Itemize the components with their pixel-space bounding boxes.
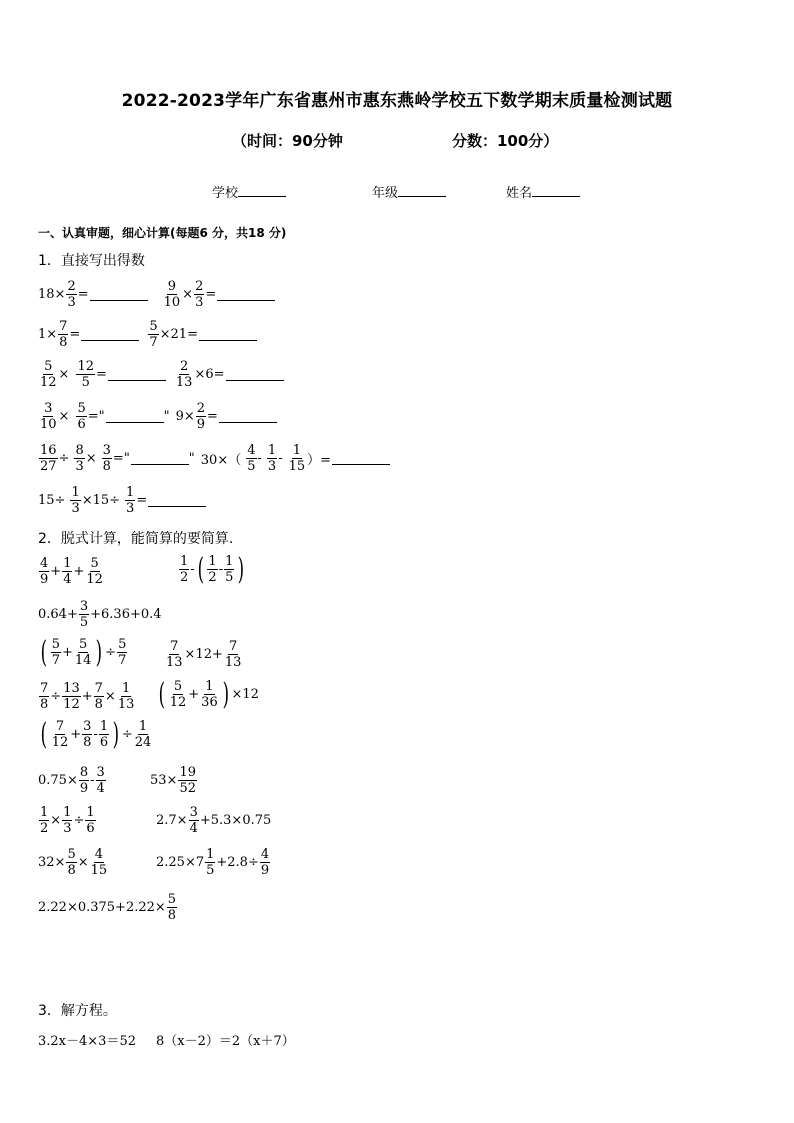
q2-expr-9: 0.75× $\frac{8}{9}$ - $\frac{3}{4}$ (38, 765, 105, 796)
fraction: $\frac{2}{3}$ (67, 279, 76, 310)
equation-2: 8（x－2）＝2（x＋7） (155, 1034, 295, 1049)
q2-expr-5: $\frac{7}{13}$ ×12+ $\frac{7}{13}$ (166, 639, 242, 670)
q2-expr-12: 2.7× $\frac{3}{4}$ +5.3×0.75 (156, 805, 272, 836)
fraction: $\frac{16}{27}$ (40, 443, 57, 474)
q3-equations (38, 1030, 295, 1049)
q1-row-1: 18× $\frac{2}{3}$ = $\frac{9}{10}$ × $\frac{2}{3}$ = (38, 280, 275, 309)
q1-row-3: $\frac{5}{12}$ × $\frac{12}{5}$ = $\frac{2}{13}$ ×6= (38, 360, 284, 389)
q2-expr-6: $\frac{7}{8}$ ÷ $\frac{13}{12}$ + $\frac{7}{8}$ × $\frac{1}{13}$ (40, 681, 135, 712)
q2-label: 2．脱式计算，能简算的要简算. (38, 531, 234, 547)
page-title: 2022-2023学年广东省惠州市惠东燕岭学校五下数学期末质量检测试题 (121, 91, 673, 111)
fraction: $\frac{5}{12}$ (40, 359, 57, 390)
fraction: $\frac{5}{7}$ (149, 319, 158, 350)
fraction: $\frac{1}{3}$ (267, 443, 277, 474)
grade-blank (398, 184, 446, 197)
fraction: $\frac{2}{9}$ (196, 401, 206, 432)
equation-1: 3.2x－4×3＝52 (38, 1034, 136, 1049)
answer-blank[interactable] (226, 368, 284, 381)
section-1-title: 一、认真审题，细心计算(每题6 分，共18 分) (38, 226, 287, 240)
fraction: $\frac{1}{3}$ (71, 485, 80, 516)
school-blank (238, 184, 286, 197)
answer-blank[interactable] (332, 452, 390, 465)
q2-expr-8: ( $\frac{7}{12}$ + $\frac{3}{8}$ - $\frac{1}{6}$ ) ÷ $\frac{1}{24}$ (40, 717, 152, 752)
q1-row-4: $\frac{3}{10}$ × $\frac{5}{6}$ =" " 9× $\frac{2}{9}$ = (38, 402, 277, 431)
q2-expr-11: $\frac{1}{2}$ × $\frac{1}{3}$ ÷ $\frac{1}{6}$ (40, 805, 95, 836)
q2-expr-10: 53× $\frac{19}{52}$ (150, 765, 196, 796)
name-blank (532, 184, 580, 197)
fraction: $\frac{5}{6}$ (77, 401, 86, 432)
fraction: $\frac{2}{3}$ (195, 279, 204, 310)
answer-blank[interactable] (217, 288, 275, 301)
q1-row-5: $\frac{16}{27}$ ÷ $\frac{8}{3}$ × $\frac{3}{8}$ =" " 30×（ $\frac{4}{5}$ - $\frac{1}{3}$ - $\frac{1}{15}$ ）= (38, 444, 390, 473)
q3-label: 3．解方程。 (38, 1003, 117, 1019)
answer-blank[interactable] (199, 328, 257, 341)
fraction: $\frac{4}{5}$ (247, 443, 256, 474)
expr-text: 18× (38, 287, 66, 302)
fraction: $\frac{9}{10}$ (163, 279, 181, 310)
school-label: 学校 (212, 186, 239, 201)
exam-score: 分数：100分） (452, 132, 559, 150)
q2-expr-7: ( $\frac{5}{12}$ + $\frac{1}{36}$ ) ×12 (158, 677, 259, 712)
grade-field (372, 182, 446, 201)
fraction: $\frac{1}{15}$ (288, 443, 306, 474)
school-field (212, 182, 286, 201)
fraction: $\frac{3}{10}$ (40, 401, 57, 432)
q1-row-2: 1× $\frac{7}{8}$ = $\frac{5}{7}$ ×21= (38, 320, 257, 349)
q2-expr-15: 2.22×0.375+2.22× $\frac{5}{8}$ (38, 892, 177, 923)
fraction: $\frac{3}{8}$ (102, 443, 111, 474)
q2-expr-13: 32× $\frac{5}{8}$ × $\frac{4}{15}$ (38, 847, 108, 878)
name-field (506, 182, 580, 201)
q2-expr-4: ( $\frac{5}{7}$ + $\frac{5}{14}$ ) ÷ $\frac{5}{7}$ (40, 635, 127, 670)
fraction: $\frac{2}{13}$ (175, 359, 193, 390)
grade-label: 年级 (372, 186, 399, 201)
q2-expr-3: 0.64+ $\frac{3}{5}$ +6.36+0.4 (38, 599, 162, 630)
q2-expr-1: $\frac{4}{9}$ + $\frac{1}{4}$ + $\frac{5}{12}$ (40, 556, 103, 587)
q2-expr-14: 2.25×7 $\frac{1}{5}$ +2.8÷ $\frac{4}{9}$ (156, 847, 270, 878)
fraction: $\frac{1}{3}$ (126, 485, 135, 516)
answer-blank[interactable] (219, 410, 277, 423)
q1-row-6: 15÷ $\frac{1}{3}$ ×15÷ $\frac{1}{3}$ = (38, 486, 206, 515)
answer-blank[interactable] (131, 452, 189, 465)
q2-expr-2: $\frac{1}{2}$ - ( $\frac{1}{2}$ - $\frac{1}{5}$ ) (180, 552, 245, 587)
answer-blank[interactable] (148, 494, 206, 507)
answer-blank[interactable] (90, 288, 148, 301)
fraction: $\frac{12}{5}$ (77, 359, 94, 390)
fraction: $\frac{7}{8}$ (59, 319, 68, 350)
fraction: $\frac{8}{3}$ (75, 443, 84, 474)
answer-blank[interactable] (108, 368, 166, 381)
answer-blank[interactable] (106, 410, 164, 423)
exam-time: （时间：90分钟 (232, 132, 343, 150)
q1-label: 1．直接写出得数 (38, 253, 145, 269)
answer-blank[interactable] (81, 328, 139, 341)
name-label: 姓名 (506, 186, 533, 201)
